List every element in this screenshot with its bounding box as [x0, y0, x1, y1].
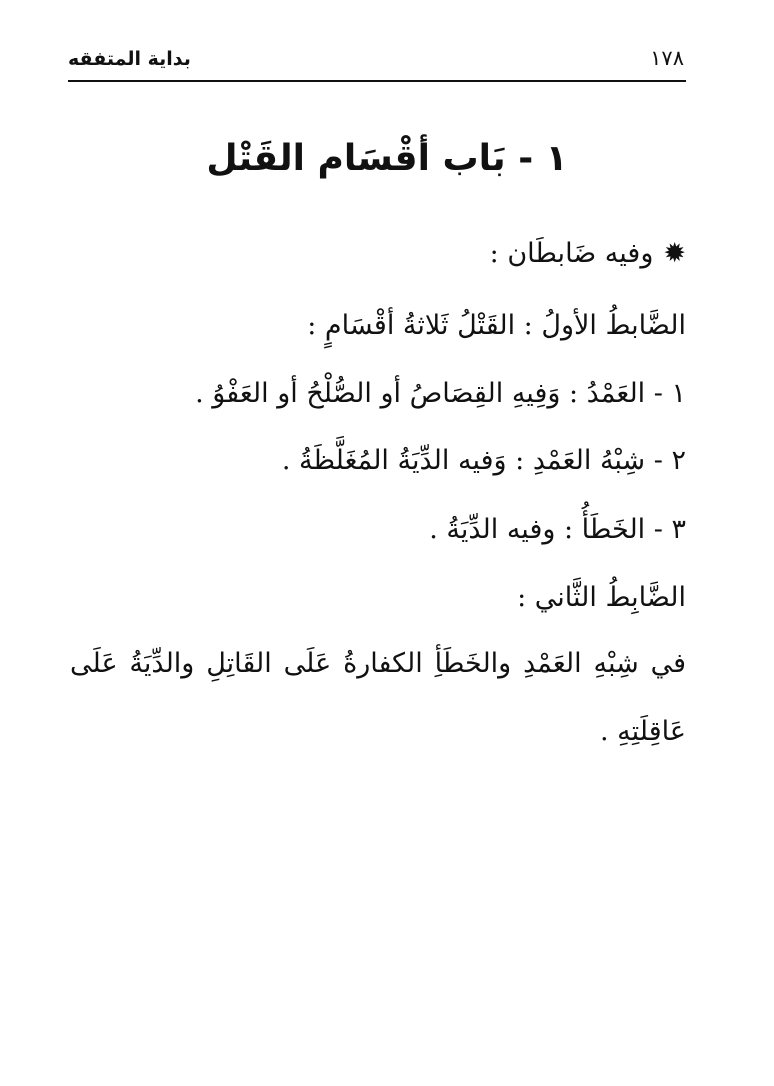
- rule2-paragraph-line-1: في شِبْهِ العَمْدِ والخَطَأِ الكفارةُ عَلَى القَاتِلِ والدِّيَةُ عَلَى: [70, 648, 686, 679]
- rule2-heading: الضَّابِطُ الثَّاني :: [517, 582, 686, 613]
- chapter-title: ١ - بَاب أقْسَام القَتْل: [206, 138, 568, 179]
- rule2-paragraph-line-2: عَاقِلَتِهِ .: [600, 716, 686, 747]
- list-item-2: ٢ - شِبْهُ العَمْدِ : وَفيه الدِّيَةُ المُغَلَّظَةُ .: [281, 445, 686, 476]
- intro-line: [490, 238, 686, 269]
- book-title: بداية المتفقه: [68, 48, 191, 70]
- rule1-heading: الضَّابطُ الأولُ : القَتْلُ ثَلاثةُ أقْسَامٍ :: [307, 310, 686, 341]
- page-number: ١٧٨: [650, 46, 684, 70]
- intro-text: وفيه ضَابطَان :: [489, 238, 654, 269]
- list-item-3: ٣ - الخَطَأُ : وفيه الدِّيَةُ .: [429, 514, 686, 545]
- bullet-icon: ✹: [663, 238, 686, 269]
- list-item-1: ١ - العَمْدُ : وَفِيهِ القِصَاصُ أو الصُّلْحُ أو العَفْوُ .: [195, 378, 686, 409]
- header-divider: [68, 80, 686, 82]
- running-header: [68, 44, 684, 76]
